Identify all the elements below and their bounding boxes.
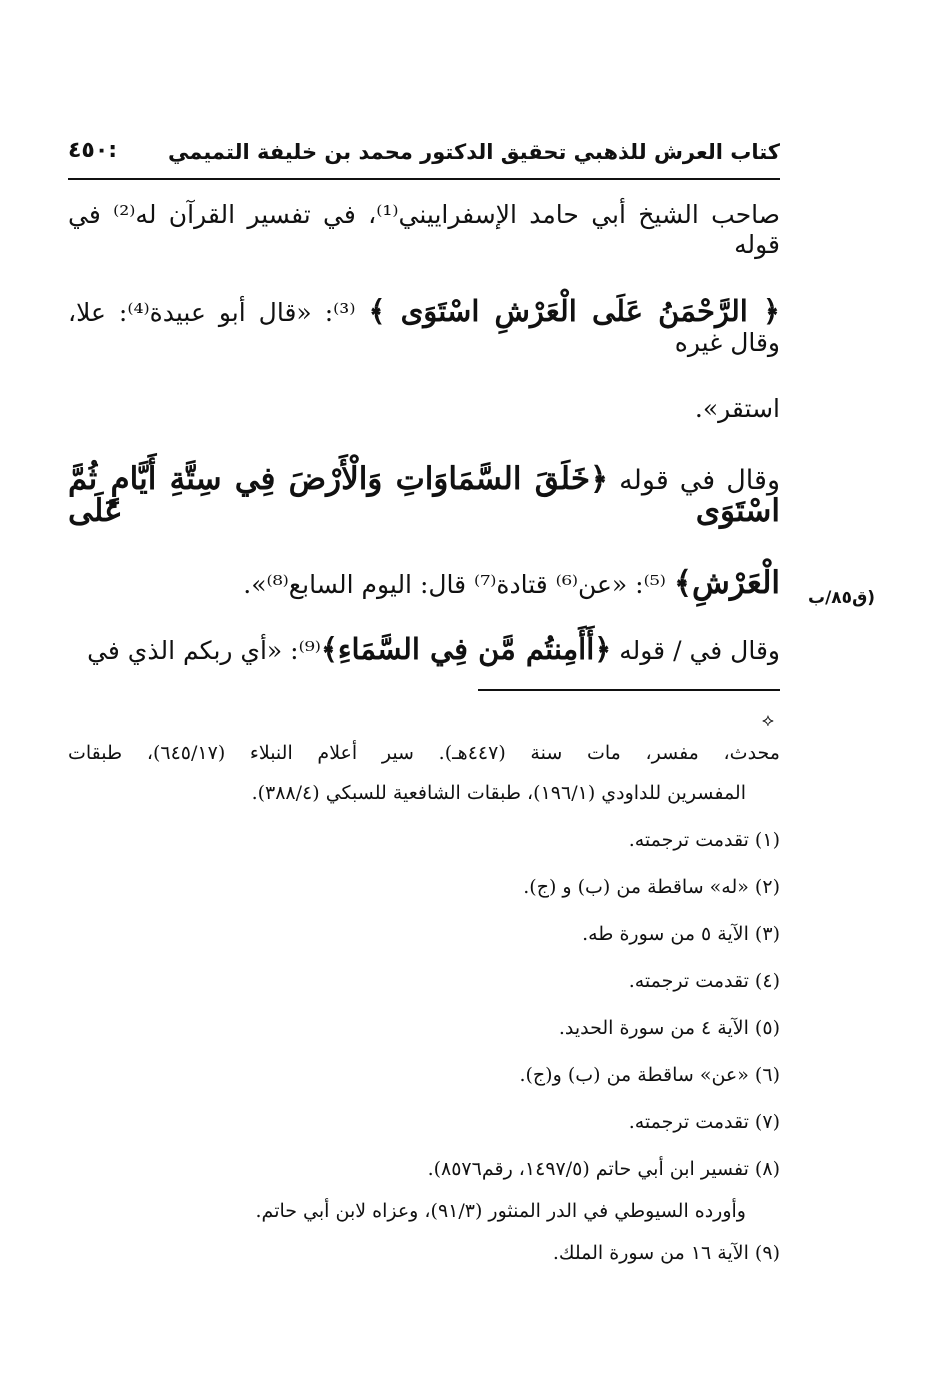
footnote-9: (٩) الآية ١٦ من سورة الملك. [552, 1242, 780, 1264]
footnote-7: (٧) تقدمت ترجمته. [628, 1111, 780, 1133]
quran-verse-hadid: ﴿خَلَقَ السَّمَاوَاتِ وَالْأَرْضَ فِي سِتَّةِ أَيَّامٍ ثُمَّ اسْتَوَى عَلَى [68, 461, 780, 529]
running-header [68, 138, 780, 180]
footnote-8: (٨) تفسير ابن أبي حاتم (١٤٩٧/٥، رقم٨٥٧٦). [427, 1158, 780, 1180]
footnote-6: (٦) «عن» ساقطة من (ب) و(ج). [519, 1064, 780, 1086]
main-text [68, 200, 780, 666]
header-title: كتاب العرش للذهبي تحقيق الدكتور محمد بن خليفة التميمي [168, 140, 780, 164]
footnote-continuation-line-1: محدث، مفسر، مات سنة (٤٤٧هـ). سير أعلام النبلاء (٦٤٥/١٧)، طبقات [68, 742, 780, 764]
footnotes [68, 740, 780, 1287]
main-line-6-rest: ⁽⁹⁾: «أي ربكم الذي في [87, 636, 321, 665]
footnote-2: (٢) «له» ساقطة من (ب) و (ج). [523, 876, 780, 898]
manuscript-margin-note: (ق٨٥/ب [808, 588, 876, 608]
footnote-1: (١) تقدمت ترجمته. [628, 829, 780, 851]
quran-verse-hadid-end: الْعَرْشِ﴾ [673, 565, 780, 601]
main-line-2-text: ⁽³⁾: «قال أبو عبيدة⁽⁴⁾: علا، وقال غيره [68, 298, 780, 357]
main-line-4 [68, 461, 780, 529]
footnote-separator [478, 689, 780, 691]
main-line-2 [68, 296, 780, 358]
main-line-5 [68, 565, 780, 601]
main-line-6 [68, 634, 780, 666]
footnote-5: (٥) الآية ٤ من سورة الحديد. [558, 1017, 780, 1039]
footnote-continuation-icon: ⟡ [762, 710, 774, 731]
footnote-3: (٣) الآية ٥ من سورة طه. [582, 923, 780, 945]
main-line-1: صاحب الشيخ أبي حامد الإسفراييني⁽¹⁾، في تفسير القرآن له⁽²⁾ في قوله [68, 200, 780, 259]
main-line-5-text: ⁽⁵⁾: «عن⁽⁶⁾ قتادة⁽⁷⁾ قال: اليوم السابع⁽⁸⁾». [243, 570, 674, 599]
quran-verse-taha: ﴿ الرَّحْمَنُ عَلَى الْعَرْشِ اسْتَوَى ﴾ [368, 294, 780, 328]
footnote-4: (٤) تقدمت ترجمته. [628, 970, 780, 992]
footnote-continuation-line-2: المفسرين للداودي (١٩٦/١)، طبقات الشافعية للسبكي (٣٨٨/٤). [251, 782, 746, 804]
page-number: ٤٥٠: [68, 138, 118, 163]
footnote-8-continuation: وأورده السيوطي في الدر المنثور (٩١/٣)، وعزاه لابن أبي حاتم. [255, 1200, 746, 1222]
quran-verse-mulk: ﴿أَأَمِنتُم مَّن فِي السَّمَاءِ﴾ [320, 632, 612, 666]
main-line-4-text: وقال في قوله [608, 465, 780, 496]
main-line-3: استقر». [694, 394, 780, 423]
main-line-6-text: وقال في / قوله [611, 636, 780, 665]
